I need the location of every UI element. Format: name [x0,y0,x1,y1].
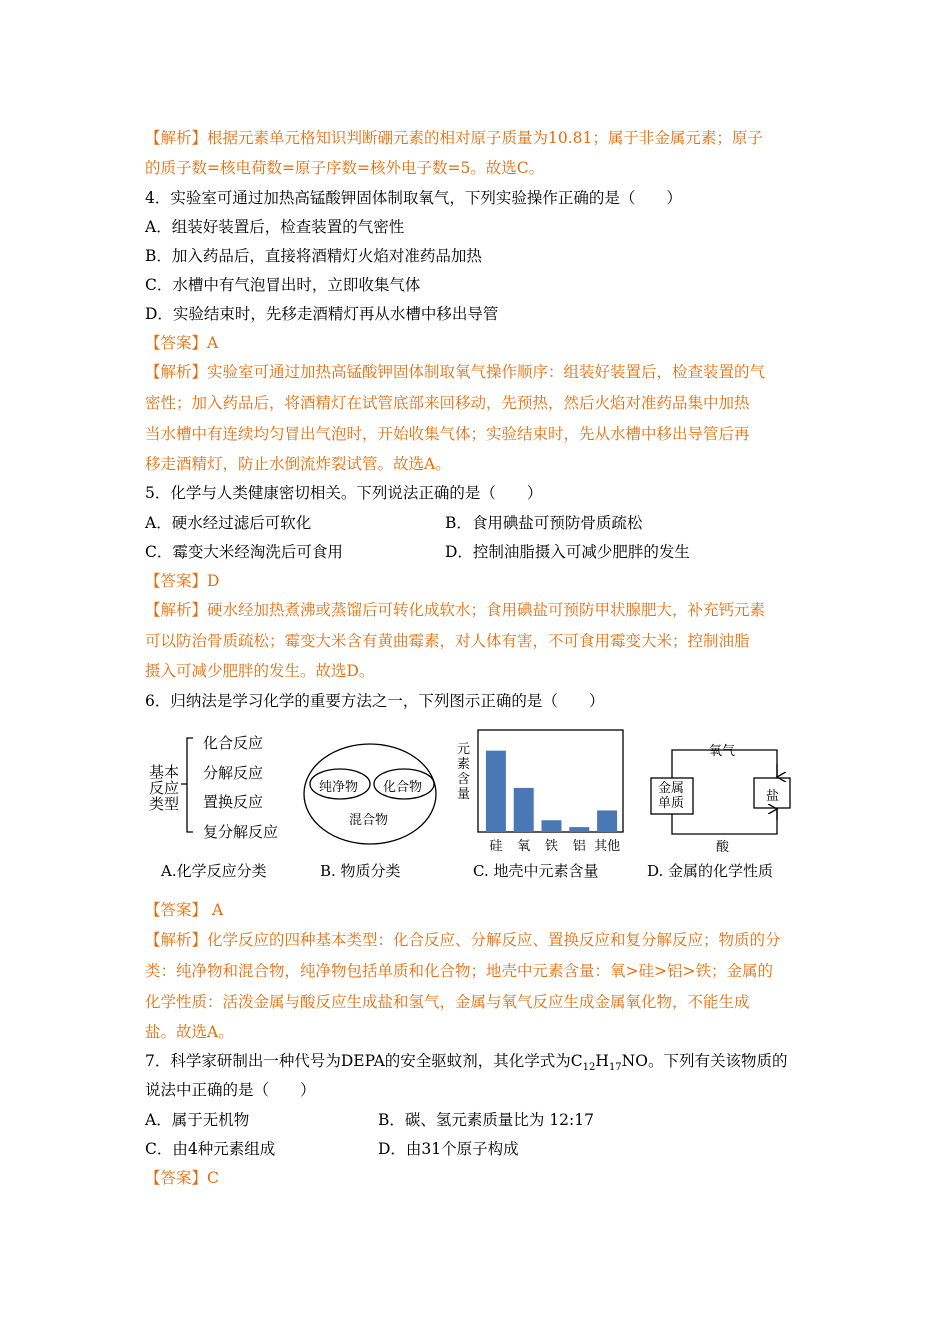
analysis-text: 化学反应的四种基本类型：化合反应、分解反应、置换反应和复分解反应；物质的分 [207,931,781,949]
answer-tag: 【答案】 [145,572,208,590]
q5-option-c: C．霉变大米经淘洗后可食用 [145,543,343,561]
analysis-tag: 【解析】 [145,931,208,949]
q7-option-c: C．由4种元素组成 [145,1140,276,1158]
box-text: 金属 [658,781,685,796]
q4-answer [145,333,218,353]
bar-2 [514,788,534,832]
group-label-line: 类型 [149,795,180,813]
inner-label-compound: 化合物 [383,780,423,795]
q5-stem: 5．化学与人类健康密切相关。下列说法正确的是（ ） [145,484,543,502]
q7-option-b: B．碳、氢元素质量比为 12:17 [378,1111,594,1129]
q4-option-d: D．实验结束时，先移走酒精灯再从水槽中移出导管 [145,305,499,323]
q3-analysis-text1: 根据元素单元格知识判断硼元素的相对原子质量为10.81；属于非金属元素；原子 [207,129,763,147]
q6-answer [145,900,223,920]
q5-analysis-line1 [145,600,765,620]
q4-analysis-line2: 密性；加入药品后，将酒精灯在试管底部来回移动，先预热，然后火焰对准药品集中加热 [145,394,750,412]
q7-stem-line2: 说法中正确的是（ ） [145,1081,316,1099]
figure-a-group-label [149,764,179,812]
q7-stem-text: NO。下列有关该物质的 [621,1052,788,1070]
answer-tag: 【答案】 [145,901,208,919]
bar-1 [486,751,506,832]
element-content-chart [477,728,627,858]
figure-b [298,728,443,888]
q7-option-a: A．属于无机物 [145,1111,250,1129]
q7-option-d: D．由31个原子构成 [378,1140,519,1158]
q5-option-a: A．硬水经过滤后可软化 [145,514,312,532]
box-salt: 盐 [766,789,780,804]
reaction-item: 置换反应 [203,793,264,811]
category-label: 铁 [544,839,559,854]
q5-analysis-line2: 可以防治骨质疏松；霉变大米含有黄曲霉素，对人体有害，不可食用霉变大米；控制油脂 [145,632,750,650]
ylabel-char: 素 [457,757,471,772]
category-label: 其他 [594,839,621,854]
q6-analysis-line3: 化学性质：活泼金属与酸反应生成盐和氢气，金属与氧气反应生成金属氧化物，不能生成 [145,993,750,1011]
category-label: 硅 [489,839,503,854]
q4-option-a: A．组装好装置后，检查装置的气密性 [145,218,405,236]
figure-d-caption: D. 金属的化学性质 [647,862,774,880]
edge-label-acid: 酸 [716,840,730,855]
q4-analysis-line3: 当水槽中有连续均匀冒出气泡时，开始收集气体；实验结束时，先从水槽中移出导管后再 [145,425,750,443]
q6-analysis-line4: 盐。故选A。 [145,1023,234,1041]
figure-a [145,728,295,888]
ylabel-char: 量 [457,787,471,802]
q6-analysis-line2: 类：纯净物和混合物，纯净物包括单质和化合物；地壳中元素含量：氧>硅>铝>铁；金属的 [145,962,773,980]
box-metal-element [658,781,684,811]
answer-tag: 【答案】 [145,334,208,352]
ylabel-char: 元 [457,742,471,757]
formula-subscript: 12 [582,1062,596,1074]
category-label: 氧 [517,839,531,854]
q5-analysis-line3: 摄入可减少肥胖的发生。故选D。 [145,662,375,680]
inner-label-pure: 纯净物 [319,780,359,795]
group-label-line: 反应 [149,779,180,797]
q4-analysis-line4: 移走酒精灯，防止水倒流炸裂试管。故选A。 [145,455,451,473]
analysis-tag: 【解析】 [145,601,208,619]
figure-b-caption: B. 物质分类 [320,862,401,880]
answer-value: C [207,1169,219,1187]
q3-analysis-line1 [145,128,763,148]
q5-answer [145,571,219,591]
analysis-text: 硬水经加热煮沸或蒸馏后可转化成软水；食用碘盐可预防甲状腺肥大，补充钙元素 [207,601,766,619]
group-label-line: 基本 [149,763,180,781]
figure-a-caption: A.化学反应分类 [161,862,267,880]
reaction-item: 化合反应 [203,734,264,752]
answer-value: D [207,572,220,590]
reaction-item: 复分解反应 [203,823,279,841]
q6-stem: 6．归纳法是学习化学的重要方法之一，下列图示正确的是（ ） [145,692,605,710]
bar-5 [597,810,617,832]
answer-value: A [207,334,219,352]
box-text: 单质 [658,796,685,811]
answer-value: A [211,901,224,919]
analysis-tag: 【解析】 [145,363,208,381]
analysis-tag: 【解析】 [145,129,208,147]
figure-c [455,728,635,888]
q5-option-b: B．食用碘盐可预防骨质疏松 [445,514,643,532]
q4-stem: 4．实验室可通过加热高锰酸钾固体制取氧气，下列实验操作正确的是（ ） [145,189,682,207]
reaction-item: 分解反应 [203,764,264,782]
q4-analysis-line1 [145,362,765,382]
q5-option-d: D．控制油脂摄入可减少肥胖的发生 [445,543,690,561]
analysis-text: 实验室可通过加热高锰酸钾固体制取氧气操作顺序：组装好装置后，检查装置的气 [207,363,766,381]
q4-option-c: C．水槽中有气泡冒出时，立即收集气体 [145,276,421,294]
formula-element: H [595,1052,609,1070]
outer-label-mixture: 混合物 [349,813,389,828]
q7-stem-text: 7．科学家研制出一种代号为DEPA的安全驱蚊剂，其化学式为C [145,1052,583,1070]
q7-stem-line1 [145,1051,787,1078]
q7-answer [145,1168,219,1188]
bar-4 [569,827,589,832]
answer-tag: 【答案】 [145,1169,208,1187]
chart-ylabel [457,742,470,802]
figure-c-caption: C. 地壳中元素含量 [473,862,599,880]
figure-d [645,728,795,888]
bar-3 [542,820,562,832]
q6-analysis-line1 [145,930,781,950]
q4-option-b: B．加入药品后，直接将酒精灯火焰对准药品加热 [145,247,482,265]
formula-subscript: 17 [608,1062,622,1074]
q3-analysis-line2: 的质子数=核电荷数=原子序数=核外电子数=5。故选C。 [145,159,545,177]
ylabel-char: 含 [457,772,471,787]
edge-label-oxygen: 氧气 [709,744,736,759]
category-label: 铝 [572,839,586,854]
